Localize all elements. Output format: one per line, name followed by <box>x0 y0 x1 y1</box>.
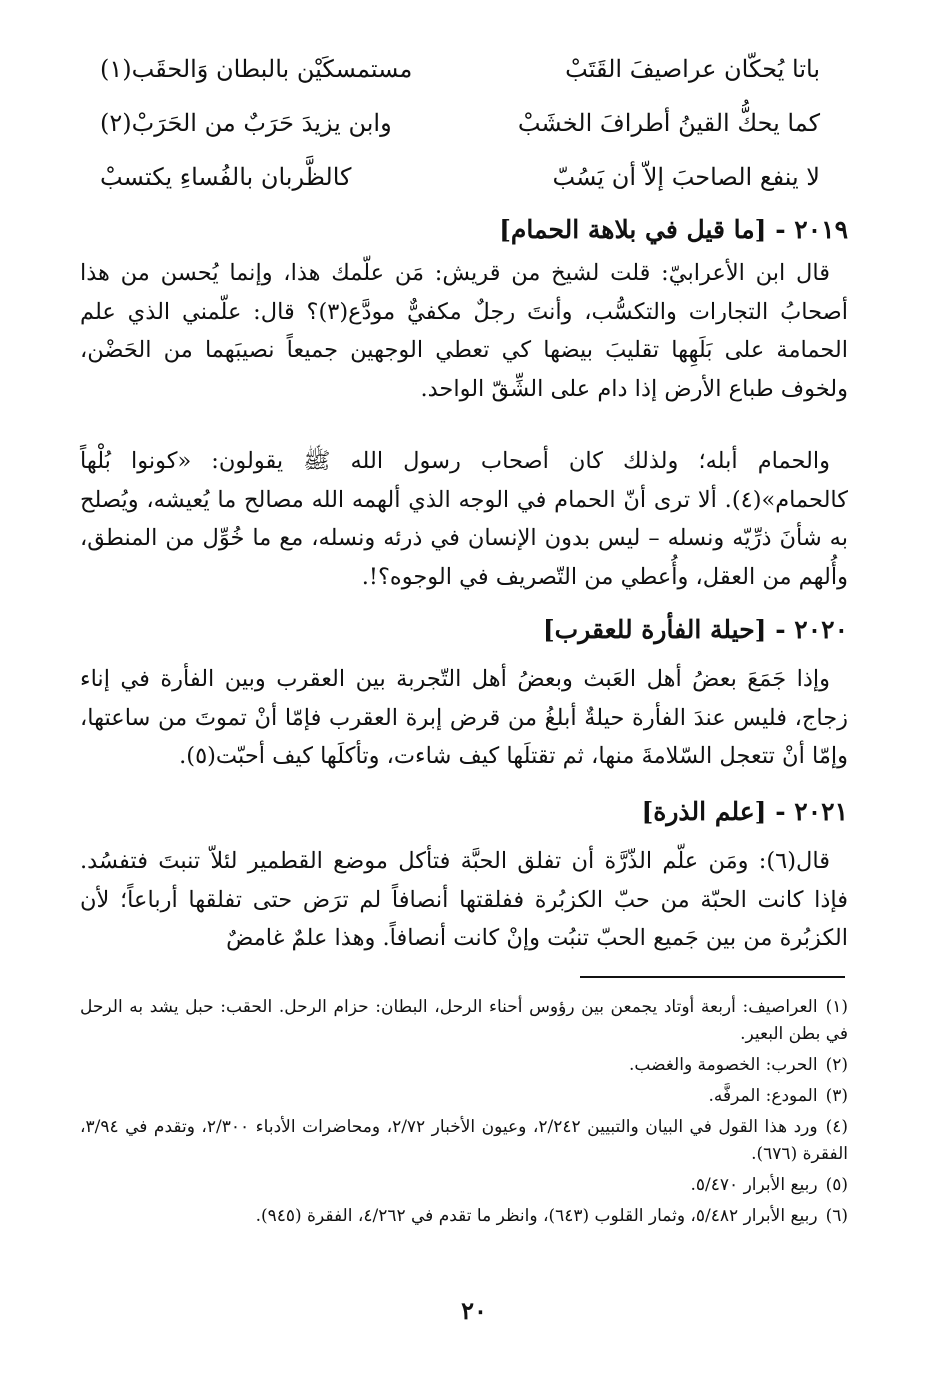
verse-second-hemistich: وابن يزيدَ حَرَبٌ من الحَرَبْ(٢) <box>100 109 392 137</box>
footnote-number: (٥) <box>825 1175 848 1195</box>
poem-verse-1 <box>100 44 820 94</box>
footnote-number: (٤) <box>825 1117 848 1137</box>
paragraph-text: والحمام أبله؛ ولذلك كان أصحاب رسول الله ﷺ يقولون: «كونوا بُلْهاً كالحمام»(٤). ألا ترى أنّ الحمام في الوجه الذي ألهمه الله مصالح ما يُعيشه، ويُصلح به شأنَ ذرِّيّه ونسله – ليس بدون الإنسان في ذرئه ونسله، مع ما خُوِّل من المنطق، وأُلهم من العقل، وأُعطي من التّصريف في الوجوه؟!. <box>80 448 848 590</box>
verse-second-hemistich: مستمسكَيْن بالبطان وَالحقَب(١) <box>100 55 413 83</box>
verse-first-hemistich: لا ينفع الصاحبَ إلاّ أن يَسُبّ <box>552 163 820 191</box>
footnote-text: ربيع الأبرار ٥/٤٨٢، وثمار القلوب (٦٤٣)، وانظر ما تقدم في ٤/٢٦٢، الفقرة (٩٤٥). <box>255 1206 818 1226</box>
verse-first-hemistich: باتا يُحكّان عراصيفَ القَتَبْ <box>565 55 820 83</box>
footnote <box>80 1203 848 1230</box>
footnote <box>80 1114 848 1168</box>
footnote-text: المودع: المرفَّه. <box>708 1086 818 1106</box>
footnote-text: ربيع الأبرار ٥/٤٧٠. <box>690 1175 818 1195</box>
body-paragraph <box>80 660 848 776</box>
poem-verse-3 <box>100 152 820 202</box>
footnote <box>80 1083 848 1110</box>
footnote-number: (٦) <box>825 1206 848 1226</box>
verse-second-hemistich: كالظَّربان بالفُساءِ يكتسبْ <box>100 163 352 191</box>
verse-first-hemistich: كما يحكُّ القينُ أطرافَ الخشَبْ <box>517 109 820 137</box>
footnote-text: ورد هذا القول في البيان والتبيين ٢/٢٤٢، وعيون الأخبار ٢/٧٢، ومحاضرات الأدباء ٢/٣٠٠، وتقدم في ٣/٩٤، الفقرة (٦٧٦). <box>80 1117 848 1164</box>
paragraph-text: قال ابن الأعرابيّ: قلت لشيخ من قريش: مَن علّمك هذا، وإنما يُحسن من هذا أصحابُ التجارات والتكسُّب، وأنتَ رجلٌ مكفيٌّ مودَّع(٣)؟ قال: علّمني الذي علم الحمامة على بَلَهِها تقليبَ بيضها كي تعطي الوجهين جميعاً نصيبَهما من الحَضْن، ولخوف طباع الأرض إذا دام على الشِّقّ الواحد. <box>80 260 848 402</box>
footnote-text: العراصيف: أربعة أوتاد يجمعن بين رؤوس أحناء الرحل، البطان: حزام الرحل. الحقب: حبل يشد به الرحل في بطن البعير. <box>80 997 848 1044</box>
body-paragraph <box>80 842 848 958</box>
paragraph-text: قال(٦): ومَن علّم الذّرَّة أن تفلق الحبَّة فتأكل موضع القطمير لئلاّ تنبتَ فتفسُد. فإذا كانت الحبّة من حبّ الكزبُرة ففلقتها أنصافاً لم ترَض حتى تفلقها أرباعاً؛ لأن الكزبُرة من بين جَميع الحبّ تنبُت وإنْ كانت أنصافاً. وهذا علمٌ غامضٌ <box>80 848 848 951</box>
footnote-number: (٢) <box>825 1055 848 1075</box>
footnote-number: (٣) <box>825 1086 848 1106</box>
paragraph-text: وإذا جَمَعَ بعضُ أهل العَبث وبعضُ أهل التّجربة بين العقرب وبين الفأرة في إناء زجاج، فليس عندَ الفأرة حيلةٌ أبلغُ من قرض إبرة العقرب فإمّا أنْ تموتَ من ساعتها، وإمّا أنْ تتعجل السّلامةَ منها، ثم تقتلَها كيف شاءت، وتأكلَها كيف أحبّت(٥). <box>80 666 848 769</box>
section-heading: ٢٠٢٠ - [حيلة الفأرة للعقرب] <box>542 615 848 644</box>
footnote <box>80 1052 848 1079</box>
body-paragraph <box>80 442 848 596</box>
footnote <box>80 1172 848 1199</box>
section-heading: ٢٠١٩ - [ما قيل في بلاهة الحمام] <box>499 215 848 244</box>
page-number: ٢٠ <box>461 1296 487 1325</box>
section-heading: ٢٠٢١ - [علم الذرة] <box>641 797 848 826</box>
poem-verse-2 <box>100 98 820 148</box>
footnote-separator <box>580 976 845 978</box>
body-paragraph <box>80 254 848 408</box>
footnote-text: الحرب: الخصومة والغضب. <box>629 1055 818 1075</box>
footnote <box>80 994 848 1048</box>
footnotes <box>80 994 848 1234</box>
footnote-number: (١) <box>825 997 848 1017</box>
